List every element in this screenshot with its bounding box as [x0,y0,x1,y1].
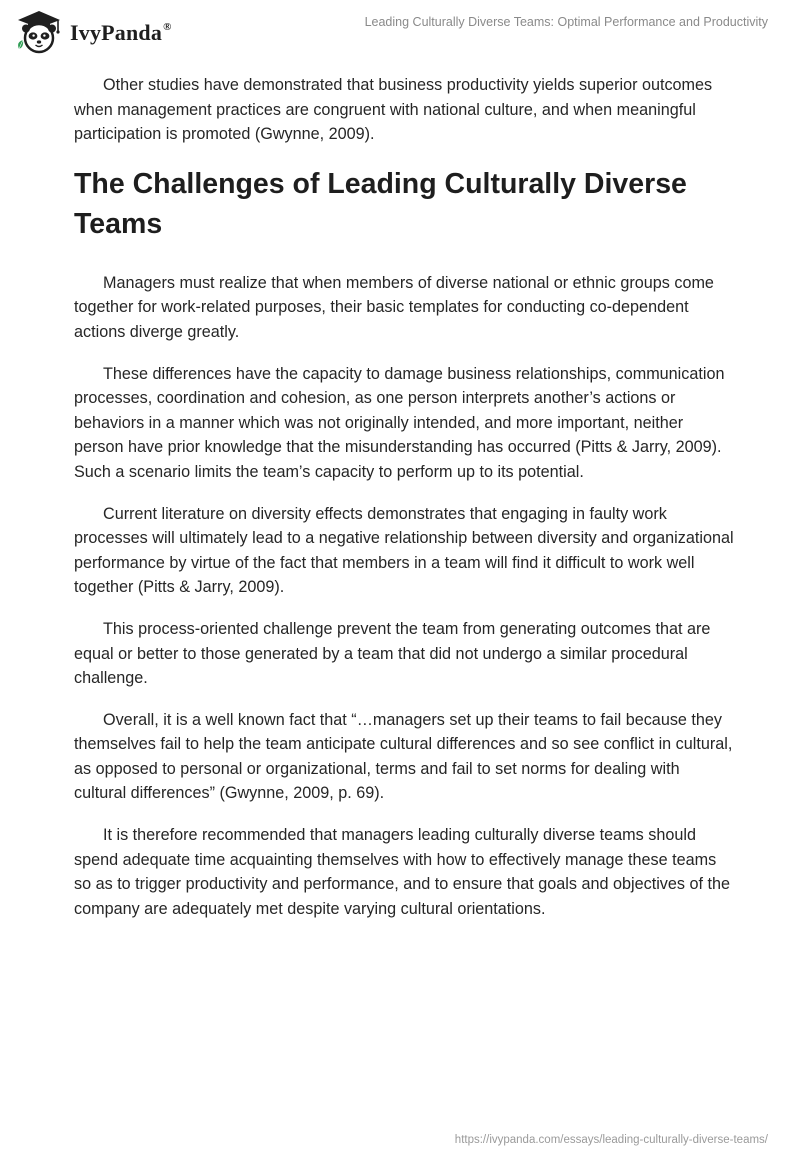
document-title: Leading Culturally Diverse Teams: Optimal Performance and Productivity [364,15,768,29]
body-paragraph: These differences have the capacity to damage business relationships, communication processes, coordination and cohesion, as one person interprets another’s actions or behaviors in a manner which was not originally intended, and more important, neither person have prior knowledge that the misunderstanding has occurred (Pitts & Jarry, 2009). Such a scenario limits the team’s capacity to perform up to its potential. [74,364,725,481]
brand-name: IvyPanda® [70,20,172,45]
body-paragraph: Overall, it is a well known fact that “…managers set up their teams to fail because they themselves fail to help the team anticipate cultural differences and so see conflict in cultural, as opposed to personal or organizational, terms and fail to set norms for dealing with cultural differences” (Gwynne, 2009, p. 69). [74,710,733,803]
panda-graduate-logo-icon [14,9,64,55]
body-paragraph: This process-oriented challenge prevent the team from generating outcomes that are equal or better to those generated by a team that did not undergo a similar procedural challenge. [74,619,711,688]
body-paragraph: Current literature on diversity effects demonstrates that engaging in faulty work processes will ultimately lead to a negative relationship between diversity and organizational performance by virtue of the fact that members in a team will find it difficult to work well together (Pitts & Jarry, 2009). [74,504,734,597]
page-header [0,0,800,66]
body-paragraph: Managers must realize that when members of diverse national or ethnic groups come together for work-related purposes, their basic templates for conducting co-dependent actions diverge greatly. [74,273,714,341]
ivypanda-logo[interactable] [14,9,172,55]
section-heading: The Challenges of Leading Culturally Diverse Teams [74,167,687,240]
source-url[interactable]: https://ivypanda.com/essays/leading-culturally-diverse-teams/ [454,1134,768,1146]
intro-paragraph: Other studies have demonstrated that business productivity yields superior outcomes when management practices are congruent with national culture, and when meaningful participation is promoted (Gwynne, 2009). [74,76,713,144]
article-body [74,73,734,938]
body-paragraph: It is therefore recommended that managers leading culturally diverse teams should spend adequate time acquainting themselves with how to effectively manage these teams so as to trigger productivity and performance, and to ensure that goals and objectives of the company are adequately met despite varying cultural orientations. [74,826,730,918]
